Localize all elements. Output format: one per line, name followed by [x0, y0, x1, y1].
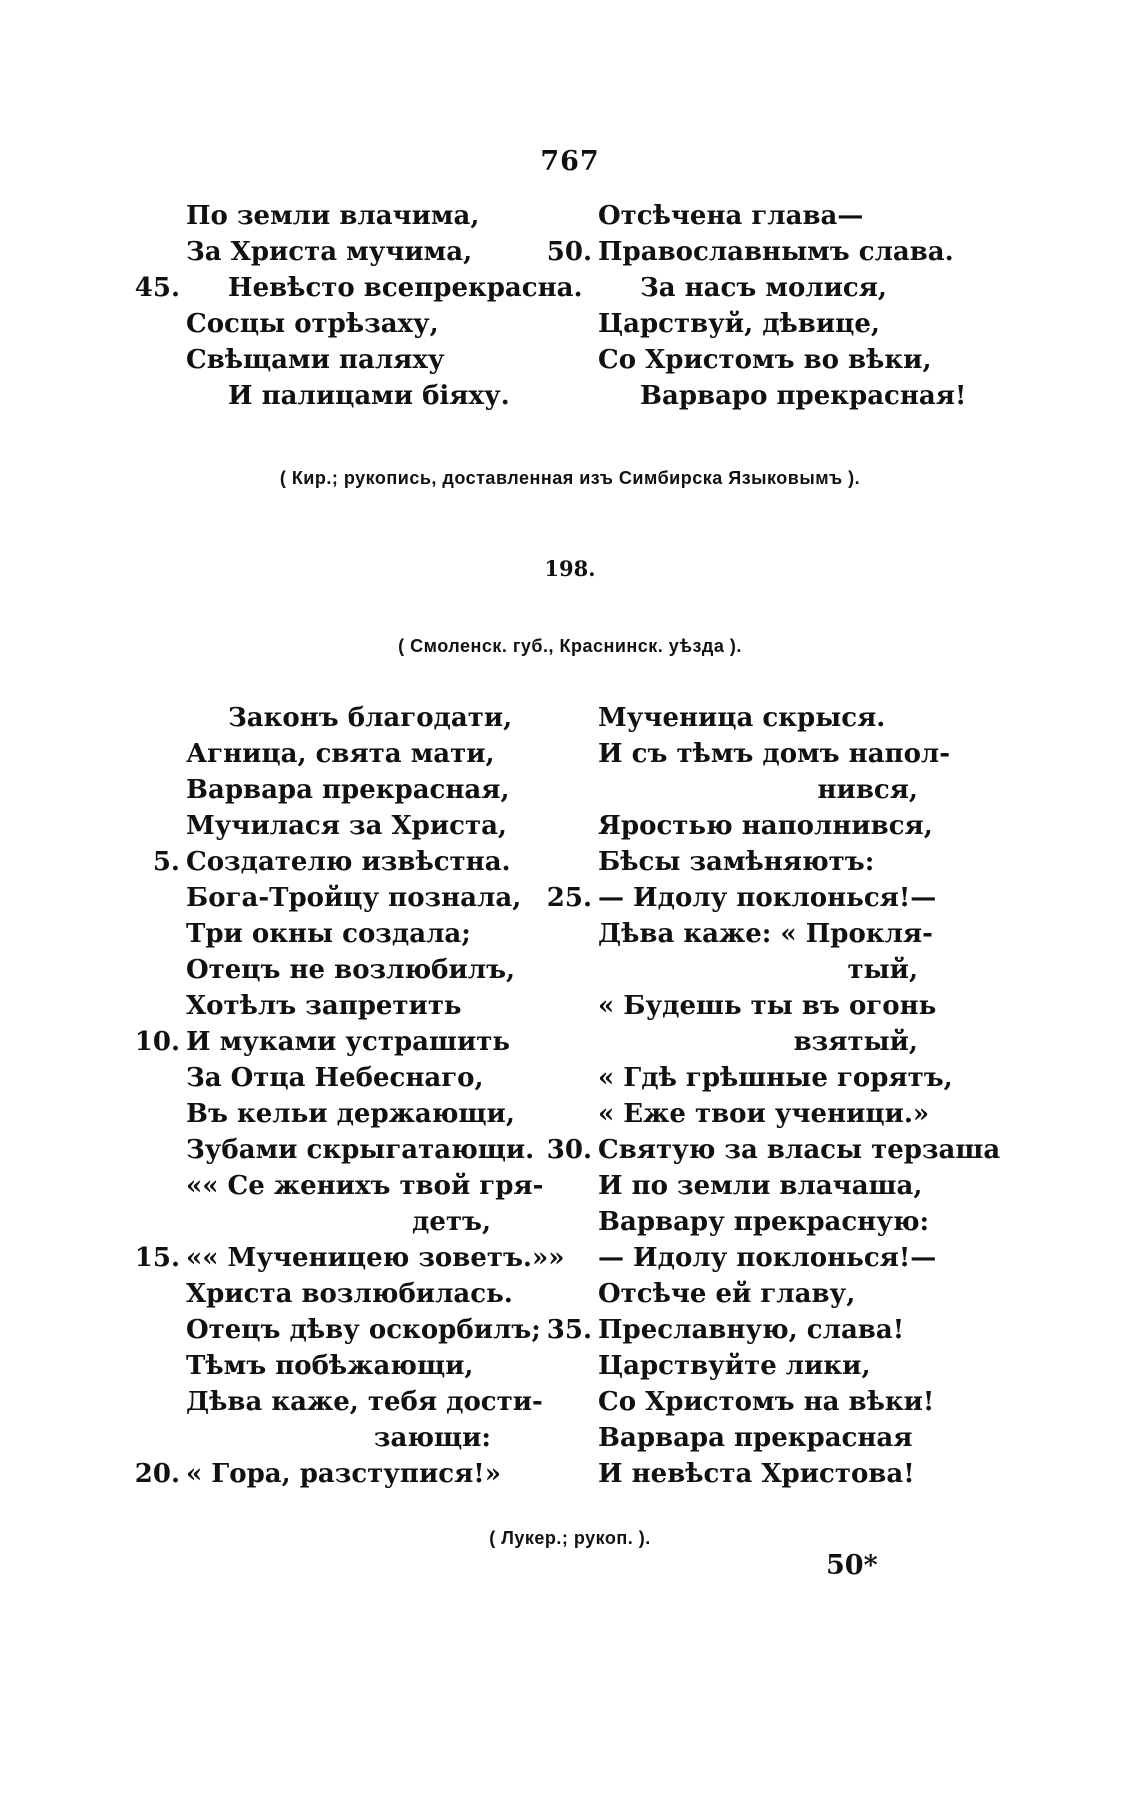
- poem-line: [152, 844, 511, 880]
- line-text: Невѣсто всепрекрасна.: [228, 273, 583, 303]
- line-text: За Христа мучима,: [186, 237, 473, 267]
- poem-line: [598, 1348, 918, 1384]
- poem-column-left-part2: [134, 700, 565, 1492]
- line-text: Отсѣчена глава—: [598, 201, 864, 231]
- poem-line: [598, 1240, 937, 1276]
- line-number: 10.: [134, 1027, 180, 1057]
- line-text: Хотѣлъ запретить: [186, 991, 462, 1021]
- line-number: 45.: [134, 273, 180, 303]
- poem-line: [546, 1312, 918, 1348]
- line-text: Со Христомъ во вѣки,: [598, 345, 932, 375]
- line-text: По земли влачима,: [186, 201, 480, 231]
- line-text: « Будешь ты въ огонь: [598, 991, 937, 1021]
- poem-line: [134, 1240, 565, 1276]
- poem-line: [598, 736, 951, 772]
- poem-line: [186, 198, 526, 234]
- poem-line: [186, 988, 491, 1024]
- poem-line: [598, 306, 928, 342]
- line-text: Варваро прекрасная!: [640, 381, 967, 411]
- line-text: Святую за власы терзаша: [598, 1135, 1001, 1165]
- poem-line: [598, 1204, 930, 1240]
- poem-subtitle: ( Смоленск. губ., Краснинск. уѣзда ).: [398, 636, 742, 656]
- source-note-1: ( Кир.; рукопись, доставленная изъ Симбирска Языковымъ ).: [279, 468, 861, 488]
- line-text: Бога-Тройцу познала,: [186, 883, 522, 913]
- page-number: 767: [540, 146, 600, 177]
- line-text: Мученица скрыся.: [598, 703, 886, 733]
- poem-line: [134, 270, 583, 306]
- line-text: тый,: [847, 955, 918, 985]
- line-text: нився,: [817, 775, 918, 805]
- line-text: Сосцы отрѣзаху,: [186, 309, 439, 339]
- line-text: Законъ благодати,: [228, 703, 513, 733]
- poem-line: [186, 378, 526, 414]
- poem-number: 198.: [544, 556, 596, 581]
- line-text: Варвара прекрасная: [598, 1423, 913, 1453]
- line-text: Бѣсы замѣняютъ:: [598, 847, 875, 877]
- line-text: Тѣмъ побѣжающи,: [186, 1351, 474, 1381]
- poem-line: [598, 1024, 918, 1060]
- poem-line: [598, 1060, 953, 1096]
- line-text: Свѣщами паляху: [186, 345, 445, 375]
- poem-line: [598, 378, 967, 414]
- line-text: Агница, свята мати,: [186, 739, 495, 769]
- poem-line: [186, 1420, 491, 1456]
- poem-line: [186, 1312, 541, 1348]
- line-text: « Гдѣ грѣшные горятъ,: [598, 1063, 953, 1093]
- poem-line: [186, 1384, 543, 1420]
- poem-line: [598, 1456, 918, 1492]
- poem-line: [186, 1168, 544, 1204]
- poem-line: [598, 1276, 918, 1312]
- line-text: — Идолу поклонься!—: [598, 1243, 937, 1273]
- line-text: Преславную, слава!: [598, 1315, 905, 1345]
- poem-line: [186, 952, 516, 988]
- line-text: Христа возлюбилась.: [186, 1279, 513, 1309]
- poem-line: [598, 342, 932, 378]
- poem-column-right-part2: [546, 700, 1001, 1492]
- line-number: 25.: [546, 883, 592, 913]
- line-text: « Гора, разступися!»: [186, 1459, 501, 1489]
- poem-line: [186, 1348, 491, 1384]
- poem-line: [186, 808, 507, 844]
- line-number: 5.: [152, 847, 180, 877]
- poem-line: [546, 1132, 1001, 1168]
- poem-line: [186, 306, 526, 342]
- signature-mark: 50*: [826, 1550, 878, 1581]
- poem-line: [134, 1456, 501, 1492]
- poem-line: [186, 880, 522, 916]
- line-text: Дѣва каже: « Прокля-: [598, 919, 933, 949]
- line-text: «« Мученицею зоветъ.»»: [186, 1243, 565, 1273]
- poem-line: [598, 844, 918, 880]
- poem-line: [134, 1024, 510, 1060]
- line-number: 35.: [546, 1315, 592, 1345]
- poem-line: [186, 1096, 515, 1132]
- line-text: Создателю извѣстна.: [186, 847, 511, 877]
- line-text: Въ кельи держающи,: [186, 1099, 515, 1129]
- poem-line: [598, 952, 918, 988]
- poem-line: [598, 808, 933, 844]
- line-text: За насъ молися,: [640, 273, 887, 303]
- poem-line: [186, 1276, 513, 1312]
- line-text: Яростью наполнився,: [598, 811, 933, 841]
- line-text: Три окны создала;: [186, 919, 471, 949]
- line-text: Зубами скрыгатающи.: [186, 1135, 535, 1165]
- line-text: Отецъ дѣву оскорбилъ;: [186, 1315, 541, 1345]
- poem-line: [186, 342, 526, 378]
- line-text: За Отца Небеснаго,: [186, 1063, 484, 1093]
- poem-column-right-part1: [546, 198, 967, 414]
- poem-line: [598, 916, 933, 952]
- line-number: 30.: [546, 1135, 592, 1165]
- line-number: 20.: [134, 1459, 180, 1489]
- line-text: « Еже твои ученици.»: [598, 1099, 930, 1129]
- poem-line: [598, 1384, 935, 1420]
- poem-line: [186, 700, 513, 736]
- line-text: Царствуйте лики,: [598, 1351, 871, 1381]
- line-number: 15.: [134, 1243, 180, 1273]
- poem-line: [598, 1420, 918, 1456]
- poem-line: [598, 270, 928, 306]
- line-text: И муками устрашить: [186, 1027, 510, 1057]
- line-text: Отсѣче ей главу,: [598, 1279, 856, 1309]
- line-text: Со Христомъ на вѣки!: [598, 1387, 935, 1417]
- poem-line: [186, 736, 495, 772]
- line-text: взятый,: [793, 1027, 918, 1057]
- line-text: «« Се женихъ твой гря-: [186, 1171, 544, 1201]
- line-text: И палицами біяху.: [228, 381, 510, 411]
- poem-line: [186, 916, 491, 952]
- poem-line: [186, 1132, 535, 1168]
- line-text: — Идолу поклонься!—: [598, 883, 937, 913]
- line-number: 50.: [546, 237, 592, 267]
- line-text: Варвару прекрасную:: [598, 1207, 930, 1237]
- poem-line: [598, 700, 918, 736]
- line-text: зающи:: [373, 1423, 491, 1453]
- poem-line: [186, 772, 510, 808]
- poem-line: [546, 234, 954, 270]
- poem-line: [598, 1168, 923, 1204]
- line-text: Православнымъ слава.: [598, 237, 954, 267]
- poem-line: [598, 988, 937, 1024]
- line-text: Мучилася за Христа,: [186, 811, 507, 841]
- poem-line: [186, 234, 526, 270]
- line-text: И съ тѣмъ домъ напол-: [598, 739, 951, 769]
- line-text: Отецъ не возлюбилъ,: [186, 955, 516, 985]
- line-text: И по земли влачаша,: [598, 1171, 923, 1201]
- poem-line: [598, 1096, 930, 1132]
- poem-line: [598, 198, 928, 234]
- source-note-2: ( Лукер.; рукоп. ).: [489, 1528, 651, 1548]
- poem-line: [598, 772, 918, 808]
- poem-line: [186, 1060, 491, 1096]
- line-text: Варвара прекрасная,: [186, 775, 510, 805]
- poem-line: [186, 1204, 491, 1240]
- line-text: Дѣва каже, тебя дости-: [186, 1387, 543, 1417]
- line-text: И невѣста Христова!: [598, 1459, 915, 1489]
- poem-line: [546, 880, 937, 916]
- line-text: Царствуй, дѣвице,: [598, 309, 880, 339]
- line-text: детъ,: [412, 1207, 491, 1237]
